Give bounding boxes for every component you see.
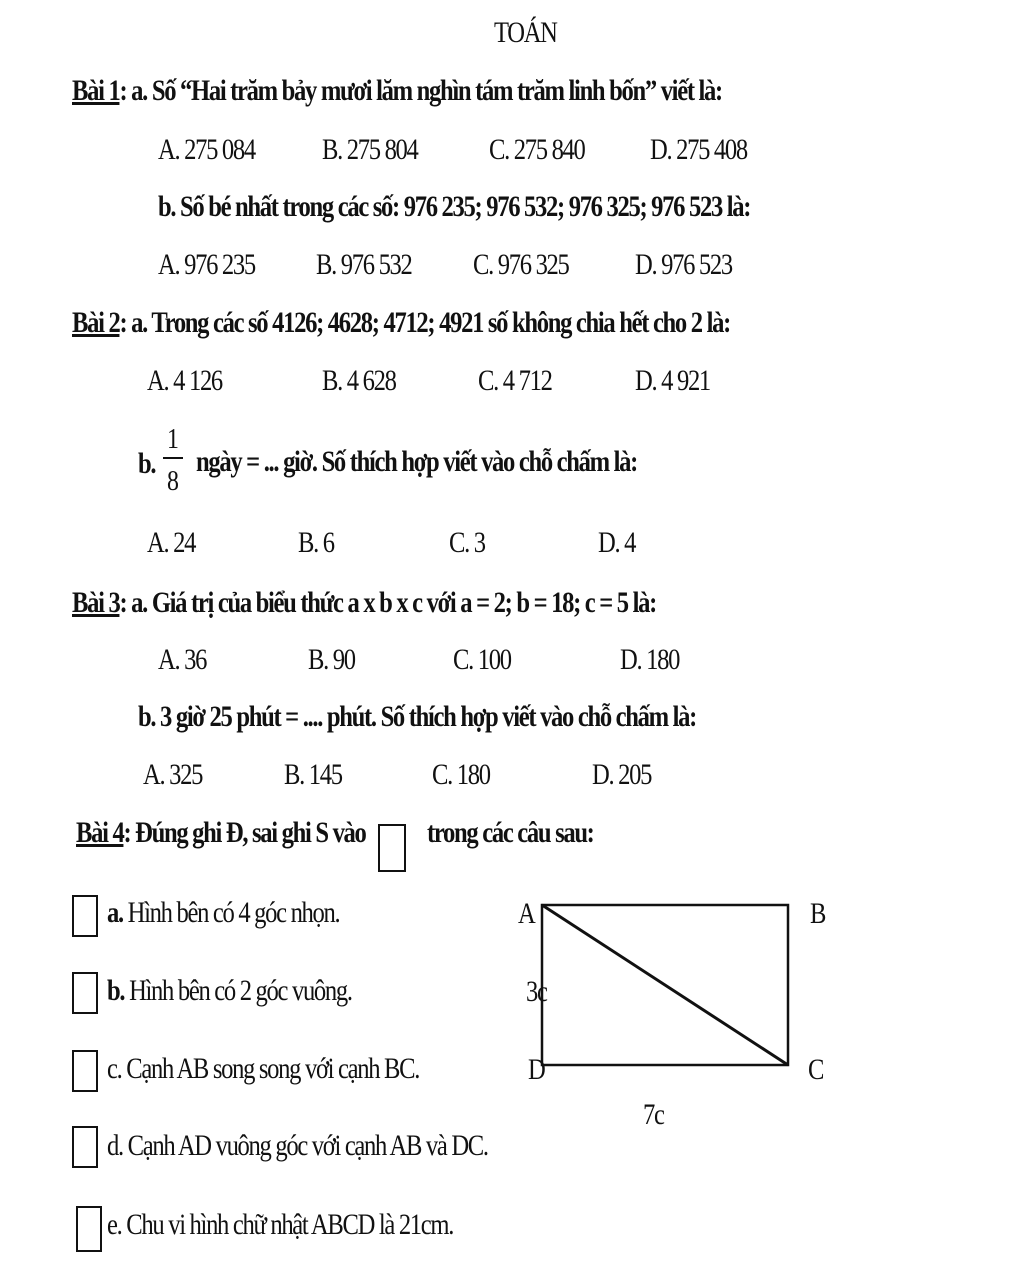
bai3-label: Bài 3 <box>72 586 120 619</box>
bai3-a-option-a: A. 36 <box>158 643 207 676</box>
side-dc-length-label: 7c <box>643 1098 664 1131</box>
vertex-b-label: B <box>810 897 826 930</box>
bai2-b-option-c: C. 3 <box>449 526 485 559</box>
bai1-a-option-b: B. 275 804 <box>322 133 418 166</box>
bai2-b-prefix: b. <box>138 447 156 480</box>
statement-c-prefix: c. <box>107 1052 122 1085</box>
bai3-b-option-c: C. 180 <box>432 758 490 791</box>
bai2-b-option-b: B. 6 <box>298 526 334 559</box>
statement-a-text: Hình bên có 4 góc nhọn. <box>127 896 340 929</box>
bai2-a-text: : a. Trong các số 4126; 4628; 4712; 4921 số không chia hết cho 2 là: <box>119 306 730 339</box>
bai4-intro-text: : Đúng ghi Đ, sai ghi S vào <box>123 816 366 849</box>
statement-c-text: Cạnh AB song song với cạnh BC. <box>126 1052 420 1085</box>
bai4-intro-suffix: trong các câu sau: <box>427 816 594 849</box>
statement-e-text: Chu vi hình chữ nhật ABCD là 21cm. <box>126 1208 454 1241</box>
statement-a-prefix: a. <box>107 896 123 929</box>
bai1-question-b: b. Số bé nhất trong các số: 976 235; 976 532; 976 325; 976 523 là: <box>158 190 751 223</box>
bai1-b-option-b: B. 976 532 <box>316 248 412 281</box>
statement-d-prefix: d. <box>107 1129 123 1162</box>
bai1-b-option-a: A. 976 235 <box>158 248 255 281</box>
vertex-a-label: A <box>518 897 535 930</box>
bai3-a-option-b: B. 90 <box>308 643 355 676</box>
bai2-a-option-c: C. 4 712 <box>478 364 552 397</box>
side-ad-length-label: 3c <box>526 975 547 1008</box>
bai3-a-option-d: D. 180 <box>620 643 680 676</box>
bai2-a-option-a: A. 4 126 <box>147 364 222 397</box>
fraction-numerator: 1 <box>167 424 179 455</box>
bai1-a-option-a: A. 275 084 <box>158 133 255 166</box>
bai1-label: Bài 1 <box>72 74 120 107</box>
bai2-a-option-b: B. 4 628 <box>322 364 396 397</box>
bai1-a-option-d: D. 275 408 <box>650 133 747 166</box>
bai2-b-option-d: D. 4 <box>598 526 636 559</box>
bai1-a-text: : a. Số “Hai trăm bảy mươi lăm nghìn tám trăm linh bốn” viết là: <box>119 74 722 107</box>
bai3-a-option-c: C. 100 <box>453 643 511 676</box>
bai3-b-option-d: D. 205 <box>592 758 652 791</box>
bai2-question-b: ngày = ... giờ. Số thích hợp viết vào chỗ chấm là: <box>196 445 638 478</box>
bai3-a-text: : a. Giá trị của biểu thức a x b x c với a = 2; b = 18; c = 5 là: <box>119 586 657 619</box>
bai2-b-option-a: A. 24 <box>147 526 196 559</box>
vertex-d-label: D <box>528 1053 545 1086</box>
vertex-c-label: C <box>808 1053 824 1086</box>
diagonal-ac <box>542 905 788 1065</box>
bai3-b-option-a: A. 325 <box>143 758 203 791</box>
bai1-b-option-d: D. 976 523 <box>635 248 732 281</box>
bai3-question-b: b. 3 giờ 25 phút = .... phút. Số thích hợp viết vào chỗ chấm là: <box>138 700 697 733</box>
statement-b-text: Hình bên có 2 góc vuông. <box>129 974 352 1007</box>
statement-b-prefix: b. <box>107 974 125 1007</box>
bai1-a-option-c: C. 275 840 <box>489 133 585 166</box>
page-title: TOÁN <box>494 16 557 49</box>
statement-e-prefix: e. <box>107 1208 122 1241</box>
bai2-a-option-d: D. 4 921 <box>635 364 710 397</box>
bai3-b-option-b: B. 145 <box>284 758 342 791</box>
bai2-label: Bài 2 <box>72 306 120 339</box>
bai4-label: Bài 4 <box>76 816 124 849</box>
statement-d-text: Cạnh AD vuông góc với cạnh AB và DC. <box>127 1129 488 1162</box>
fraction-denominator: 8 <box>167 466 179 497</box>
bai1-b-option-c: C. 976 325 <box>473 248 569 281</box>
